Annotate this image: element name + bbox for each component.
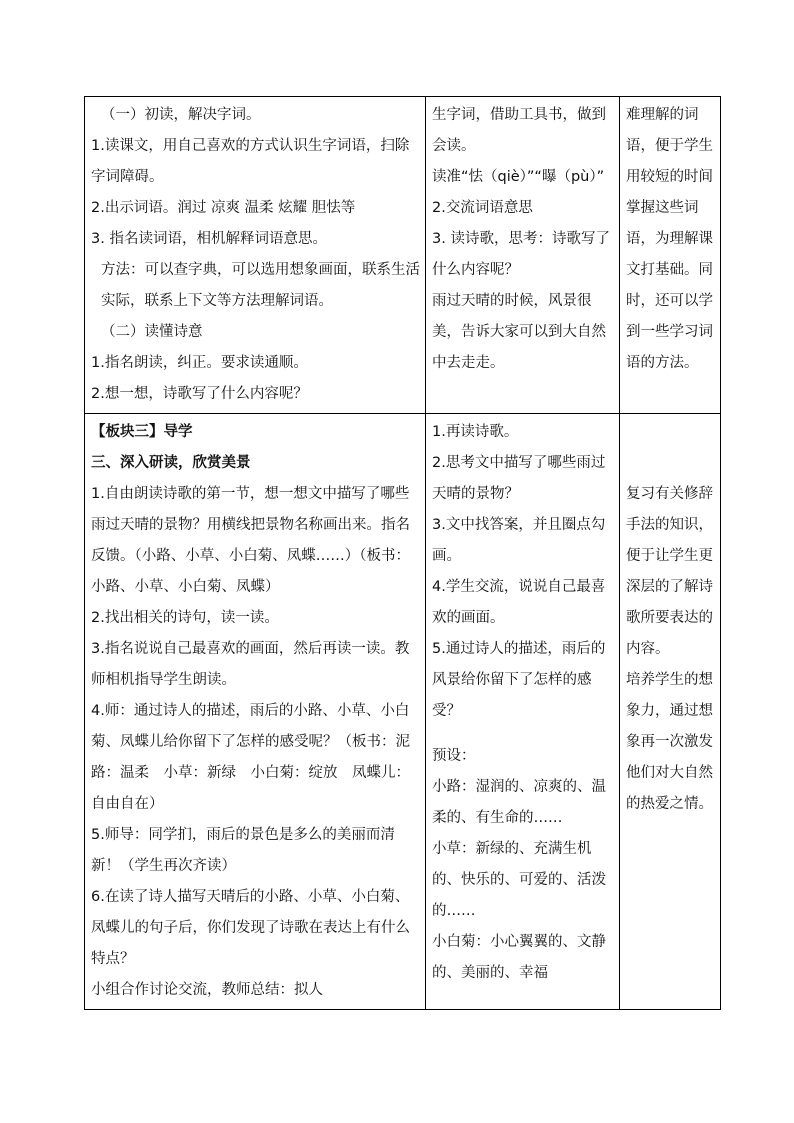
row2-teacher-activity-cell: [85, 414, 426, 1010]
text-line: 生字词，借助工具书，做到会读。: [432, 107, 606, 154]
text-line: 4.学生交流，说说自己最喜欢的画面。: [432, 579, 606, 626]
text-line: 小草：新绿的、充满生机的、快乐的、可爱的、活泼的……: [432, 841, 606, 919]
text-line: 1.指名朗读，纠正。要求读通顺。: [91, 355, 308, 371]
text-line: 难理解的词语，便于学生用较短的时间掌握这些词语，为理解课文打基础。同时，还可以学到一些学习词语的方法。: [626, 107, 713, 371]
text-line: 2.出示词语。润过 凉爽 温柔 炫耀 胆怯等: [91, 200, 356, 216]
text-line: 1.自由朗读诗歌的第一节，想一想文中描写了哪些雨过天晴的景物？用横线把景物名称画出来。指名反馈。（小路、小草、小白菊、凤蝶……）（板书：小路、小草、小白菊、凤蝶）: [91, 486, 410, 595]
text-line: 3. 读诗歌，思考：诗歌写了什么内容呢？: [432, 231, 610, 278]
text-line: 方法：可以查字典，可以选用想象画面，联系生活实际，联系上下文等方法理解词语。: [101, 262, 420, 309]
text-line: 预设：: [432, 748, 476, 764]
text-line: 6.在读了诗人描写天晴后的小路、小草、小白菊、凤蝶儿的句子后，你们发现了诗歌在表达上有什么特点？: [91, 889, 410, 967]
row2-design-intent-cell: [620, 414, 721, 1010]
text-line: 读准“怯（qiè）”“曝（pù）”: [432, 169, 605, 185]
row2-student-activity-cell: [426, 414, 620, 1010]
row1-student-activity-cell: [426, 97, 620, 414]
text-line: 小路：湿润的、凉爽的、温柔的、有生命的……: [432, 779, 606, 826]
text-line: 培养学生的想象力，通过想象再一次激发他们对大自然的热爱之情。: [626, 672, 713, 812]
text-line: 复习有关修辞手法的知识，便于让学生更深层的了解诗歌所要表达的内容。: [626, 486, 713, 657]
text-line: 小组合作讨论交流，教师总结：拟人: [91, 982, 323, 998]
text-line: 3. 指名读词语，相机解释词语意思。: [91, 231, 327, 247]
text-line: 5.师导：同学扪，雨后的景色是多么的美丽而清新！（学生再次齐读）: [91, 827, 395, 874]
text-line: 3.文中找答案，并且圈点勾画。: [432, 517, 606, 564]
text-line: 2.找出相关的诗句，读一读。: [91, 610, 279, 626]
text-line: 小白菊：小心翼翼的、文静的、美丽的、幸福: [432, 934, 606, 981]
table-row: [85, 414, 721, 1010]
text-line: （一）初读，解决字词。: [101, 107, 261, 123]
text-line: 2.想一想，诗歌写了什么内容呢？: [91, 386, 308, 402]
spacer: [626, 417, 716, 479]
lesson-plan-table: [84, 96, 721, 1010]
text-line: 2.交流词语意思: [432, 200, 533, 216]
text-line: （二）读懂诗意: [101, 324, 203, 340]
text-line: 4.师：通过诗人的描述，雨后的小路、小草、小白菊、凤蝶儿给你留下了怎样的感受呢？（板书：泥路：温柔 小草：新绿 小白菊：绽放 凤蝶儿：自由自在）: [91, 703, 410, 812]
text-line: 1.再读诗歌。: [432, 424, 519, 440]
table-row: [85, 97, 721, 414]
text-line: 3.指名说说自己最喜欢的画面，然后再读一读。教师相机指导学生朗读。: [91, 641, 410, 688]
text-line: 5.通过诗人的描述，雨后的风景给你留下了怎样的感受？: [432, 641, 606, 719]
text-line: 1.读课文，用自己喜欢的方式认识生字词语，扫除字词障碍。: [91, 138, 410, 185]
spacer: [432, 727, 615, 741]
row1-design-intent-cell: [620, 97, 721, 414]
row1-teacher-activity-cell: [85, 97, 426, 414]
text-line: 雨过天晴的时候，风景很美，告诉大家可以到大自然中去走走。: [432, 293, 606, 371]
section-subheading: 三、深入研读，欣赏美景: [91, 455, 251, 471]
text-line: 2.思考文中描写了哪些雨过天晴的景物？: [432, 455, 606, 502]
section-heading: 【板块三】导学: [91, 424, 193, 440]
